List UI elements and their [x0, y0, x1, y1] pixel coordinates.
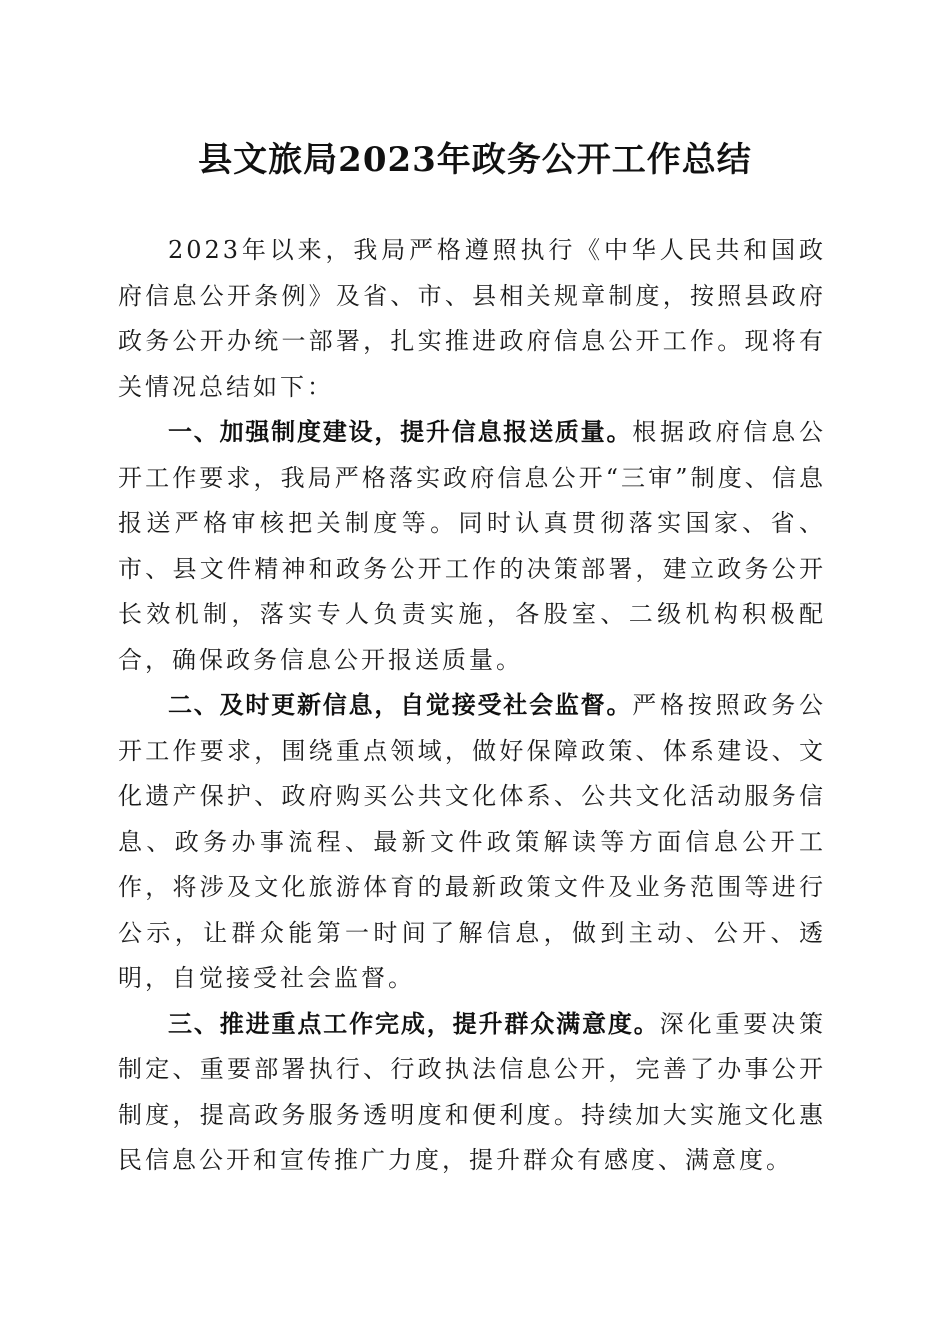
section-heading-2: 二、及时更新信息，自觉接受社会监督。: [168, 691, 633, 719]
section-text-3: 深化重要决策制定、重要部署执行、行政执法信息公开，完善了办事公开制度，提高政务服务透明度和便利度。持续加大实施文化惠民信息公开和宣传推广力度，提升群众有感度、满意度。: [118, 1009, 826, 1174]
section-text-1: 根据政府信息公开工作要求，我局严格落实政府信息公开“三审”制度、信息报送严格审核把关制度等。同时认真贯彻落实国家、省、市、县文件精神和政务公开工作的决策部署，建立政务公开长效机制，落实专人负责实施，各股室、二级机构积极配合，确保政务信息公开报送质量。: [118, 418, 826, 674]
section-heading-1: 一、加强制度建设，提升信息报送质量。: [168, 418, 633, 446]
intro-paragraph: 2023年以来，我局严格遵照执行《中华人民共和国政府信息公开条例》及省、市、县相关规章制度，按照县政府政务公开办统一部署，扎实推进政府信息公开工作。现将有关情况总结如下：: [118, 236, 826, 401]
section-heading-3: 三、推进重点工作完成，提升群众满意度。: [168, 1009, 660, 1038]
document-title: 县文旅局2023年政务公开工作总结: [198, 140, 752, 180]
section-paragraph-3: [118, 1002, 826, 1184]
section-text-2: 严格按照政务公开工作要求，围绕重点领域，做好保障政策、体系建设、文化遗产保护、政府购买公共文化体系、公共文化活动服务信息、政务办事流程、最新文件政策解读等方面信息公开工作，将涉及文化旅游体育的最新政策文件及业务范围等进行公示，让群众能第一时间了解信息，做到主动、公开、透明，自觉接受社会监督。: [118, 691, 826, 992]
section-paragraph-2: [118, 683, 826, 1002]
section-paragraph-1: [118, 410, 826, 683]
document-body: [118, 228, 826, 1184]
